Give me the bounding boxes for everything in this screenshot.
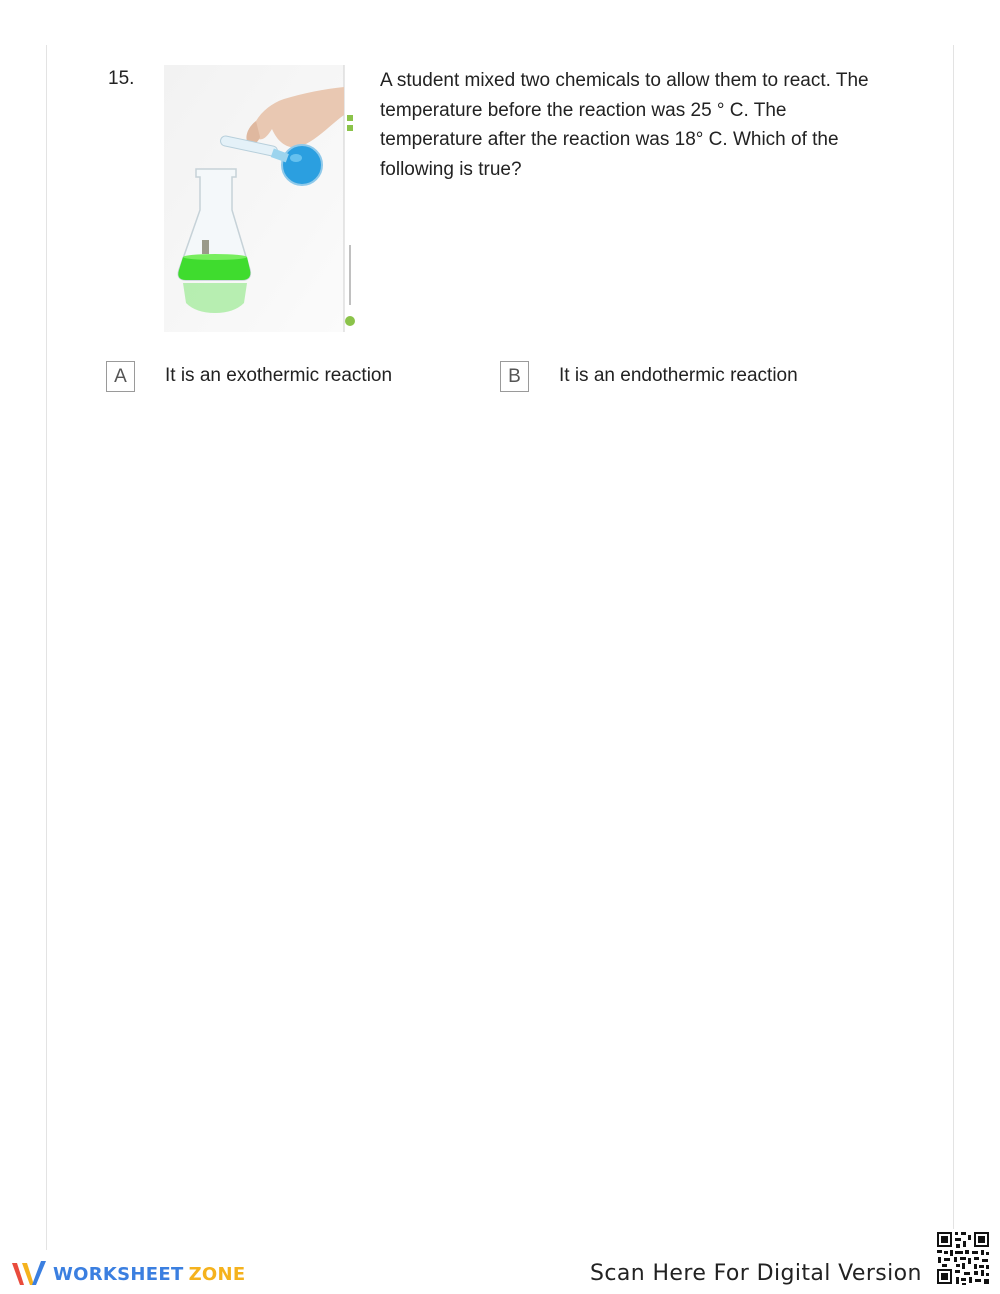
logo-word-zone: ZONE (188, 1263, 246, 1285)
option-b-box[interactable]: B (500, 361, 529, 392)
question-number: 15. (108, 68, 135, 89)
question-text: A student mixed two chemicals to allow them to react. The temperature before the reaction was 25 ° C. The temperature after the reaction was 18° C. Which of the following is true? (380, 70, 869, 180)
worksheet-zone-logo (10, 1258, 246, 1290)
logo-word-worksheet: WORKSHEET (53, 1263, 184, 1285)
scan-instruction: Scan Here For Digital Version (590, 1261, 922, 1286)
chemistry-flask-photo (164, 65, 359, 332)
option-a-text[interactable]: It is an exothermic reaction (165, 365, 393, 386)
page-border-right (953, 45, 954, 1250)
qr-code-icon[interactable] (934, 1229, 992, 1287)
option-a-box[interactable]: A (106, 361, 135, 392)
option-b-text[interactable]: It is an endothermic reaction (559, 365, 798, 386)
logo-w-icon (10, 1259, 48, 1289)
page-border-left (46, 45, 47, 1250)
